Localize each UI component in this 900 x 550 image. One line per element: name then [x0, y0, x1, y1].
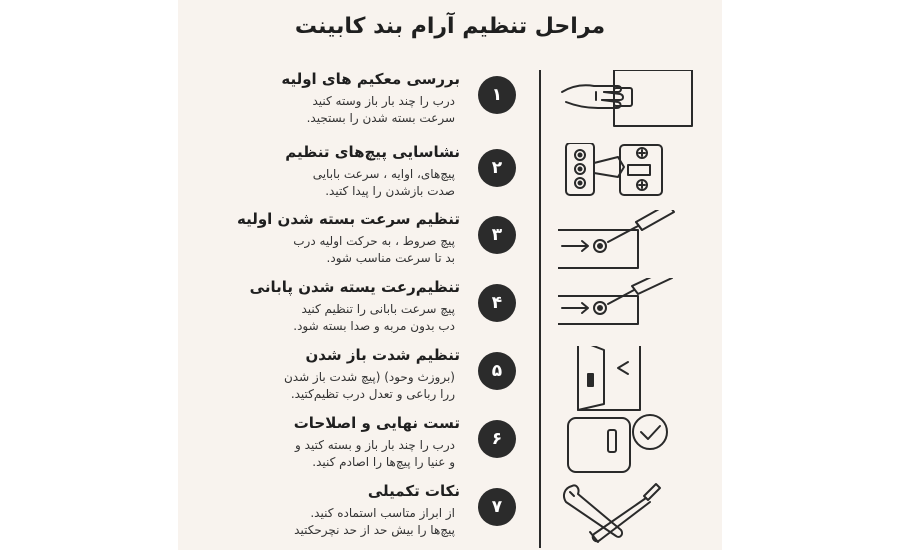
- step-desc-line: پیچ‌ها را بیش حد از حد نچرحکتید: [294, 523, 455, 537]
- step-desc-line: و عنیا را پیچ‌ها را اصادم کنید.: [312, 455, 455, 469]
- step-title: تنظیم سرعت بسته شدن اولیه: [236, 210, 460, 228]
- step-desc-line: درب را چند بار باز و بسته کتید و: [295, 438, 455, 452]
- step-description: [294, 505, 455, 539]
- infographic-page: [178, 0, 722, 550]
- step-description: [293, 233, 455, 267]
- step-7: [178, 482, 722, 548]
- step-5: [178, 346, 722, 412]
- step-description: [307, 93, 455, 127]
- step-desc-line: پیچ‌های، اوایه ، سرعت بابایی: [312, 167, 455, 181]
- step-title: تنظیم‌رعت یسته شدن پابانی: [249, 278, 460, 296]
- hand-opening-door-icon: [558, 70, 698, 138]
- step-title: تست نهایی و اصلاحات: [293, 414, 460, 432]
- step-desc-line: (بروزث وحود) (پیچ شدت باز شدن: [283, 370, 455, 384]
- step-3: [178, 210, 722, 276]
- step-number-badge: ۷: [478, 488, 516, 526]
- step-desc-line: از ابراز متاسب استماده کنید.: [310, 506, 455, 520]
- step-desc-line: بد تا سرعت مناسب شود.: [326, 251, 455, 265]
- open-door-icon: [558, 346, 698, 414]
- step-desc-line: دب بدون مربه و صدا بسته شود.: [293, 319, 455, 333]
- step-6: [178, 414, 722, 480]
- step-number-badge: ۶: [478, 420, 516, 458]
- wrench-screwdriver-icon: [558, 482, 698, 550]
- screwdriver-final-icon: [558, 278, 698, 346]
- step-description: [284, 369, 455, 403]
- step-title: نکات تکمیلی: [367, 482, 460, 500]
- step-1: [178, 70, 722, 136]
- step-description: [295, 437, 455, 471]
- step-title: بررسی معکیم های اولیه: [281, 70, 460, 88]
- step-4: [178, 278, 722, 344]
- step-2: [178, 143, 722, 209]
- step-desc-line: ررا رباعی و تعدل درب تظیم‌کتید.: [290, 387, 455, 401]
- step-description: [313, 166, 455, 200]
- step-number-badge: ۳: [478, 216, 516, 254]
- page-title: مراحل تنظیم آرام بند کابینت: [294, 14, 606, 39]
- step-number-badge: ۵: [478, 352, 516, 390]
- cabinet-check-icon: [558, 414, 698, 482]
- step-number-badge: ۱: [478, 76, 516, 114]
- step-desc-line: پیچ سرعت بابانی را تنظیم کنید: [301, 302, 455, 316]
- step-number-badge: ۴: [478, 284, 516, 322]
- step-desc-line: درب را چند بار باز وسته کنید: [312, 94, 455, 108]
- step-desc-line: پیچ صروط ، به حرکت اولیه درب: [293, 234, 455, 248]
- step-desc-line: سرعت بسته شدن را بستجید.: [306, 111, 455, 125]
- step-description: [293, 301, 455, 335]
- screwdriver-adjust-icon: [558, 210, 698, 278]
- step-title: تنظیم شدت باز شدن: [305, 346, 460, 364]
- hinge-screws-icon: [558, 143, 698, 211]
- step-title: نشاسایی پیچ‌های تنظیم: [285, 143, 460, 161]
- step-number-badge: ۲: [478, 149, 516, 187]
- step-desc-line: صدت بازشدن را پیدا کتید.: [325, 184, 455, 198]
